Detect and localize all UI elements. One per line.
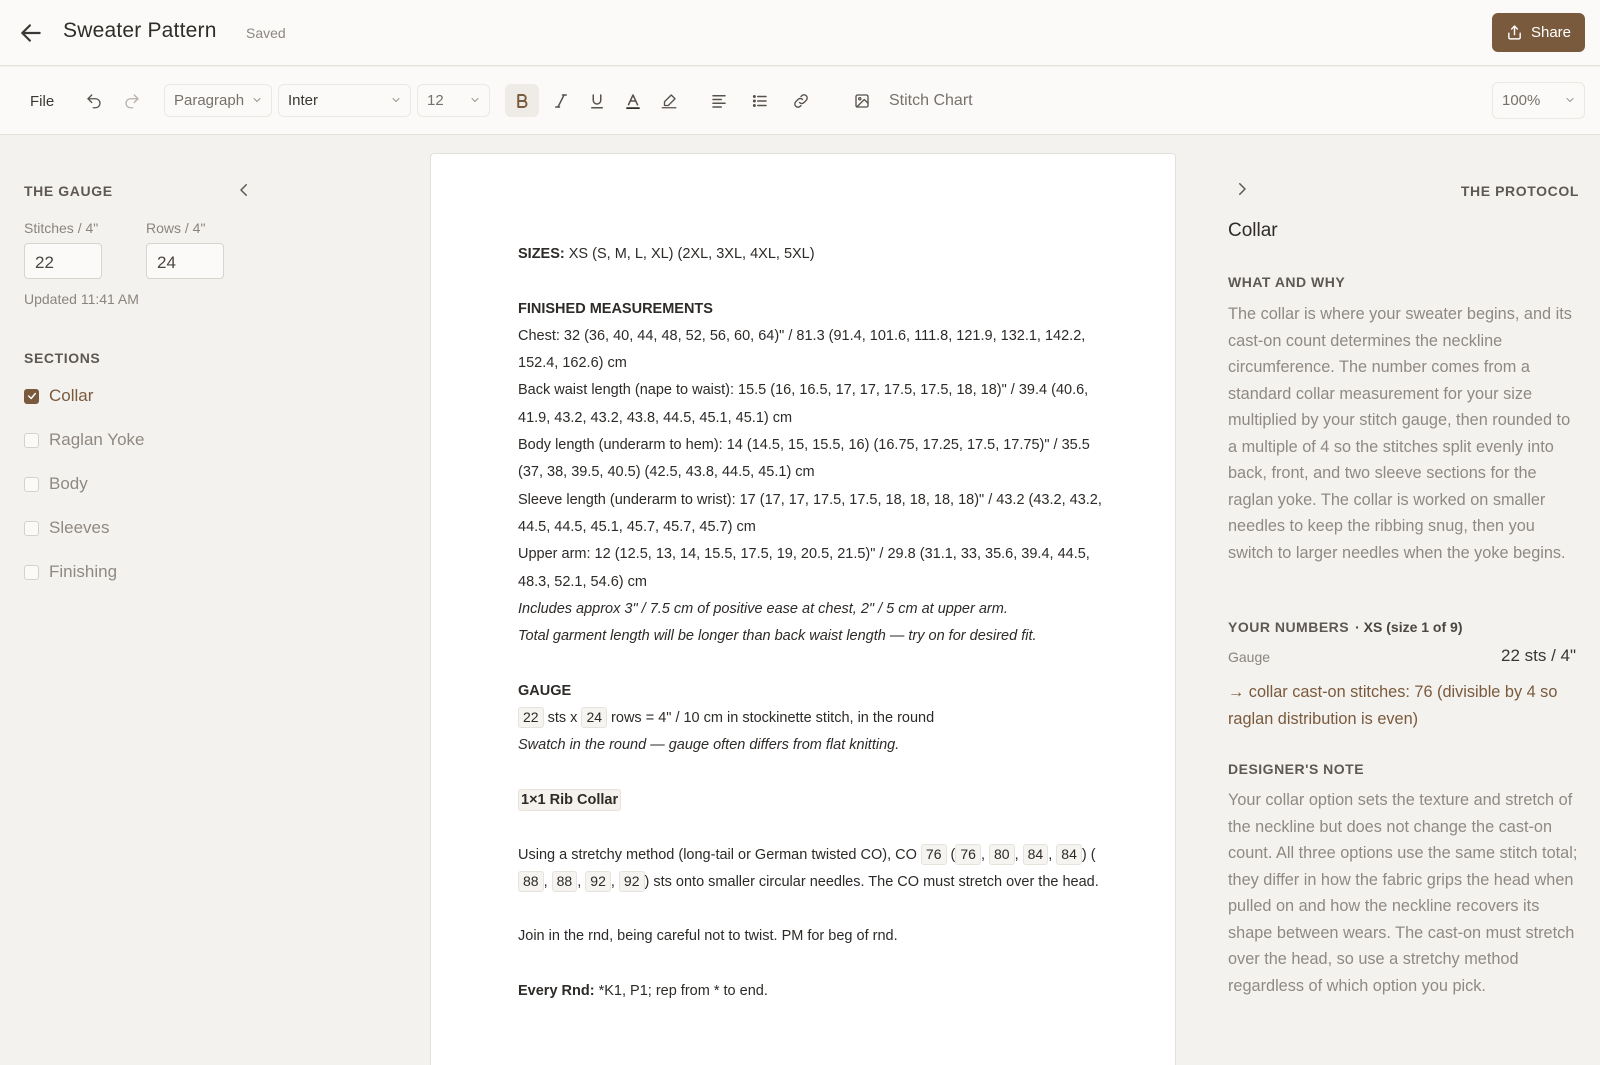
what-why-text: The collar is where your sweater begins, and its cast-on count determines the neckline circumference. The number comes from a standard collar measurement for your size multiplied by your stitch gauge, then rounded to a multiple of 4 so the stitches split evenly into back, front, and two sleeve sections for the raglan yoke. The collar is worked on smaller needles to keep the ribbing snug, then you switch to larger needles when the yoke begins. (1228, 305, 1572, 562)
sizes-line (518, 241, 1108, 268)
save-status: Saved (246, 25, 286, 41)
protocol-heading: THE PROTOCOL (1460, 183, 1579, 199)
rows-input[interactable]: 24 (146, 243, 224, 279)
bold-icon[interactable] (505, 84, 539, 117)
gauge-note-text: Swatch in the round — gauge often differs from flat knitting. (518, 737, 900, 754)
section-label: Finishing (49, 562, 118, 581)
body-length-line: Body length (underarm to hem): 14 (14.5, 15, 15.5, 16) (16.75, 17.25, 17.5, 17.75)" / 35.5 (37, 38, 39.5, 40.5) (42.5, 43.8, 44.5, 45.1) cm (518, 437, 1090, 481)
protocol-sidebar (1176, 136, 1600, 1065)
top-bar (0, 0, 1600, 66)
co-count-chip[interactable]: 88 (552, 871, 578, 892)
stitches-input[interactable]: 22 (24, 243, 102, 279)
gauge-stitches-chip[interactable]: 22 (518, 707, 544, 728)
document-body[interactable] (518, 241, 1108, 1005)
back-arrow-icon[interactable] (18, 20, 44, 46)
co-count-chip[interactable]: 88 (518, 871, 544, 892)
gauge-title: GAUGE (518, 682, 572, 699)
checkbox[interactable] (24, 433, 39, 448)
designers-note-text: Your collar option sets the texture and stretch of the neckline but does not change the cast-on count. All three options use the same stitch total; they differ in how the fabric grips the head when pulled on and how the neckline recovers its shape between wears. The cast-on must stretch over the head, so use a stretchy method regardless of which option you pick. (1228, 791, 1578, 995)
checkbox-checked[interactable] (24, 389, 39, 404)
document-title[interactable]: Sweater Pattern (63, 19, 217, 42)
paragraph-style-select[interactable] (164, 84, 272, 117)
checkbox[interactable] (24, 521, 39, 536)
zoom-value: 100% (1502, 92, 1541, 109)
gauge-rows-chip[interactable]: 24 (581, 707, 607, 728)
size-tag: · XS (size 1 of 9) (1355, 619, 1463, 635)
gauge-line (518, 705, 1108, 732)
length-note-text: Total garment length will be longer than back waist length — try on for desired fit. (518, 628, 1037, 645)
your-numbers-heading (1228, 619, 1462, 635)
co-count-chip[interactable]: 84 (1056, 844, 1082, 865)
bullet-list-icon[interactable] (746, 87, 774, 115)
ease-note-text: Includes approx 3" / 7.5 cm of positive ease at chest, 2" / 5 cm at upper arm. (518, 600, 1008, 617)
finished-measurements-title: FINISHED MEASUREMENTS (518, 300, 713, 317)
redo-icon[interactable] (118, 87, 146, 115)
join-instruction: Join in the rnd, being careful not to twist. PM for beg of rnd. (518, 928, 898, 945)
file-menu[interactable]: File (30, 92, 55, 110)
zoom-select[interactable] (1492, 82, 1585, 119)
gauge-sts-text: sts x (543, 710, 582, 727)
chevron-down-icon (1564, 94, 1576, 106)
co-intro: Using a stretchy method (long-tail or German twisted CO), CO (518, 846, 921, 863)
share-icon (1506, 24, 1523, 41)
back-waist-line: Back waist length (nape to waist): 15.5 (16, 16.5, 17, 17, 17.5, 17.5, 18, 18)" / 39.4 (40.6, 41.9, 43.2, 43.2, 43.8, 44.5, 45.1, 45.1) cm (518, 382, 1089, 426)
chevron-right-icon[interactable] (1233, 180, 1251, 198)
co-count-chip[interactable]: 76 (921, 844, 947, 865)
length-note (518, 623, 1108, 650)
gauge-note (518, 732, 1108, 759)
gauge-rows-text: rows = 4" / 10 cm in stockinette stitch, in the round (607, 710, 935, 727)
co-outro: sts onto smaller circular needles. The CO must stretch over the head. (649, 873, 1099, 890)
paragraph-style-value: Paragraph (174, 92, 245, 109)
updated-timestamp: Updated 11:41 AM (24, 291, 139, 307)
font-size-value: 12 (427, 92, 444, 109)
rib-collar-title[interactable]: 1×1 Rib Collar (518, 789, 621, 811)
your-numbers-title: YOUR NUMBERS (1228, 619, 1350, 635)
section-label: Body (49, 474, 88, 493)
sleeve-length-line: Sleeve length (underarm to wrist): 17 (17, 17, 17.5, 17.5, 18, 18, 18, 18)" / 43.2 (43.2, 43.2, 44.5, 44.5, 45.1, 45.7, 45.7, 45.7) cm (518, 491, 1102, 535)
numbers-gauge-value: 22 sts / 4" (1500, 646, 1576, 665)
checkbox[interactable] (24, 565, 39, 580)
underline-icon[interactable] (583, 87, 611, 115)
gauge-sidebar (0, 136, 260, 1065)
section-label: Sleeves (49, 518, 110, 537)
section-item-finishing[interactable] (24, 560, 117, 584)
upper-arm-line: Upper arm: 12 (12.5, 13, 14, 15.5, 17.5, 19, 20.5, 21.5)" / 29.8 (31.1, 33, 35.6, 39.4, 44.5, 48.3, 52.1, 54.6) cm (518, 546, 1090, 590)
protocol-section-title: Collar (1228, 220, 1278, 241)
every-rnd-label: Every Rnd: (518, 983, 595, 1000)
link-icon[interactable] (787, 87, 815, 115)
section-item-sleeves[interactable] (24, 516, 109, 540)
gauge-heading-doc (518, 678, 1108, 705)
font-family-select[interactable] (278, 84, 411, 117)
section-item-raglan-yoke[interactable] (24, 428, 144, 452)
co-count-chip[interactable]: 92 (619, 871, 645, 892)
font-size-select[interactable] (417, 84, 490, 117)
font-family-value: Inter (288, 92, 319, 109)
chevron-down-icon (469, 94, 481, 106)
checkbox[interactable] (24, 477, 39, 492)
image-icon[interactable] (848, 87, 876, 115)
chest-line: Chest: 32 (36, 40, 44, 48, 52, 56, 60, 64)" / 81.3 (91.4, 101.6, 111.8, 121.9, 132.1, 142.2, 152.4, 162.6) cm (518, 327, 1086, 372)
sizes-label: SIZES: (518, 246, 565, 262)
rows-label: Rows / 4" (146, 220, 206, 236)
chevron-down-icon (251, 94, 263, 106)
co-count-chip[interactable]: 84 (1023, 844, 1049, 865)
sections-heading: SECTIONS (24, 350, 101, 366)
cast-on-instruction: Using a stretchy method (long-tail or German twisted CO), CO 76 ( 76 , 80 , 84 , 84 ) (88 , 88 , 92 , 92 ) sts onto smaller circular needles. The CO must stretch over the head. (518, 845, 1099, 890)
ease-note (518, 596, 1108, 623)
sizes-value: XS (S, M, L, XL) (2XL, 3XL, 4XL, 5XL) (564, 246, 815, 262)
finished-measurements-heading (518, 296, 1108, 323)
italic-icon[interactable] (547, 87, 575, 115)
share-label: Share (1530, 24, 1572, 41)
document-page[interactable] (430, 153, 1176, 1065)
formatting-toolbar (0, 67, 1600, 135)
gauge-heading: THE GAUGE (24, 183, 113, 199)
align-left-icon[interactable] (705, 87, 733, 115)
section-label: Raglan Yoke (49, 430, 145, 449)
section-item-collar[interactable] (24, 384, 93, 408)
co-count-chip[interactable]: 80 (989, 844, 1015, 865)
stitch-chart-button[interactable]: Stitch Chart (889, 92, 973, 109)
cast-on-result: → collar cast-on stitches: 76 (divisible by 4 so raglan distribution is even) (1228, 683, 1558, 728)
text-color-icon[interactable] (619, 87, 647, 115)
chevron-down-icon (390, 94, 402, 106)
co-count-chip[interactable]: 76 (955, 844, 981, 865)
check-icon (27, 391, 37, 401)
numbers-gauge-label: Gauge (1228, 649, 1271, 665)
rib-collar-heading (518, 787, 1108, 814)
chevron-left-icon[interactable] (235, 181, 253, 199)
designers-note-heading: DESIGNER'S NOTE (1228, 761, 1365, 777)
section-label: Collar (49, 386, 94, 405)
section-item-body[interactable] (24, 472, 88, 496)
share-button[interactable] (1492, 13, 1585, 52)
what-why-heading: WHAT AND WHY (1228, 274, 1346, 290)
undo-icon[interactable] (80, 87, 108, 115)
co-count-chip[interactable]: 92 (585, 871, 611, 892)
stitches-label: Stitches / 4" (24, 220, 99, 236)
every-round-instruction (518, 978, 1108, 1005)
every-rnd-text: *K1, P1; rep from * to end. (594, 983, 768, 1000)
highlighter-icon[interactable] (655, 87, 683, 115)
